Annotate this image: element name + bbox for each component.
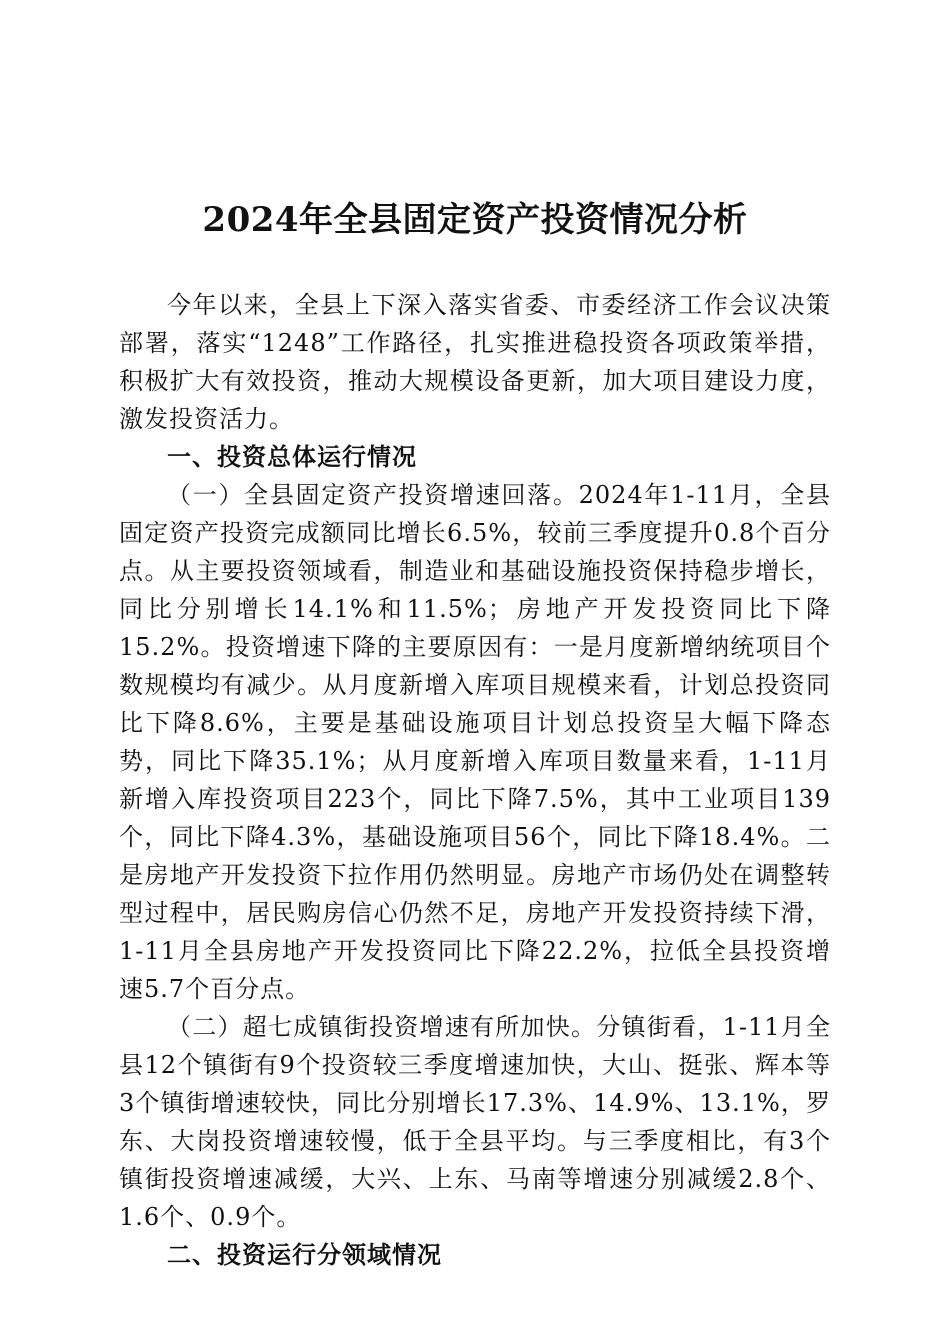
subsection-paragraph-2: （二）超七成镇街投资增速有所加快。分镇街看，1-11月全县12个镇街有9个投资较三季度增速加快，大山、挺张、辉本等3个镇街增速较快，同比分别增长17.3%、14.9%、13.1%，罗东、大岗投资增速较慢，低于全县平均。与三季度相比，有3个镇街投资增速减缓，大兴、上东、马南等增速分别减缓2.8个、1.6个、0.9个。 [119,1013,831,1231]
document-title: 2024年全县固定资产投资情况分析 [202,200,748,240]
section-heading-1: 一、投资总体运行情况 [167,443,417,471]
subsection-paragraph-1: （一）全县固定资产投资增速回落。2024年1-11月，全县固定资产投资完成额同比增长6.5%，较前三季度提升0.8个百分点。从主要投资领域看，制造业和基础设施投资保持稳步增长，同比分别增长14.1%和11.5%；房地产开发投资同比下降15.2%。投资增速下降的主要原因有：一是月度新增纳统项目个数规模均有减少。从月度新增入库项目规模来看，计划总投资同比下降8.6%，主要是基础设施项目计划总投资呈大幅下降态势，同比下降35.1%；从月度新增入库项目数量来看，1-11月新增入库投资项目223个，同比下降7.5%，其中工业项目139个，同比下降4.3%，基础设施项目56个，同比下降18.4%。二是房地产开发投资下拉作用仍然明显。房地产市场仍处在调整转型过程中，居民购房信心仍然不足，房地产开发投资持续下滑，1-11月全县房地产开发投资同比下降22.2%，拉低全县投资增速5.7个百分点。 [119,481,831,1003]
document-body [119,286,831,1274]
intro-paragraph: 今年以来，全县上下深入落实省委、市委经济工作会议决策部署，落实“1248”工作路径，扎实推进稳投资各项政策举措，积极扩大有效投资，推动大规模设备更新，加大项目建设力度，激发投资活力。 [119,291,831,433]
section-heading-2: 二、投资运行分领域情况 [167,1241,442,1269]
